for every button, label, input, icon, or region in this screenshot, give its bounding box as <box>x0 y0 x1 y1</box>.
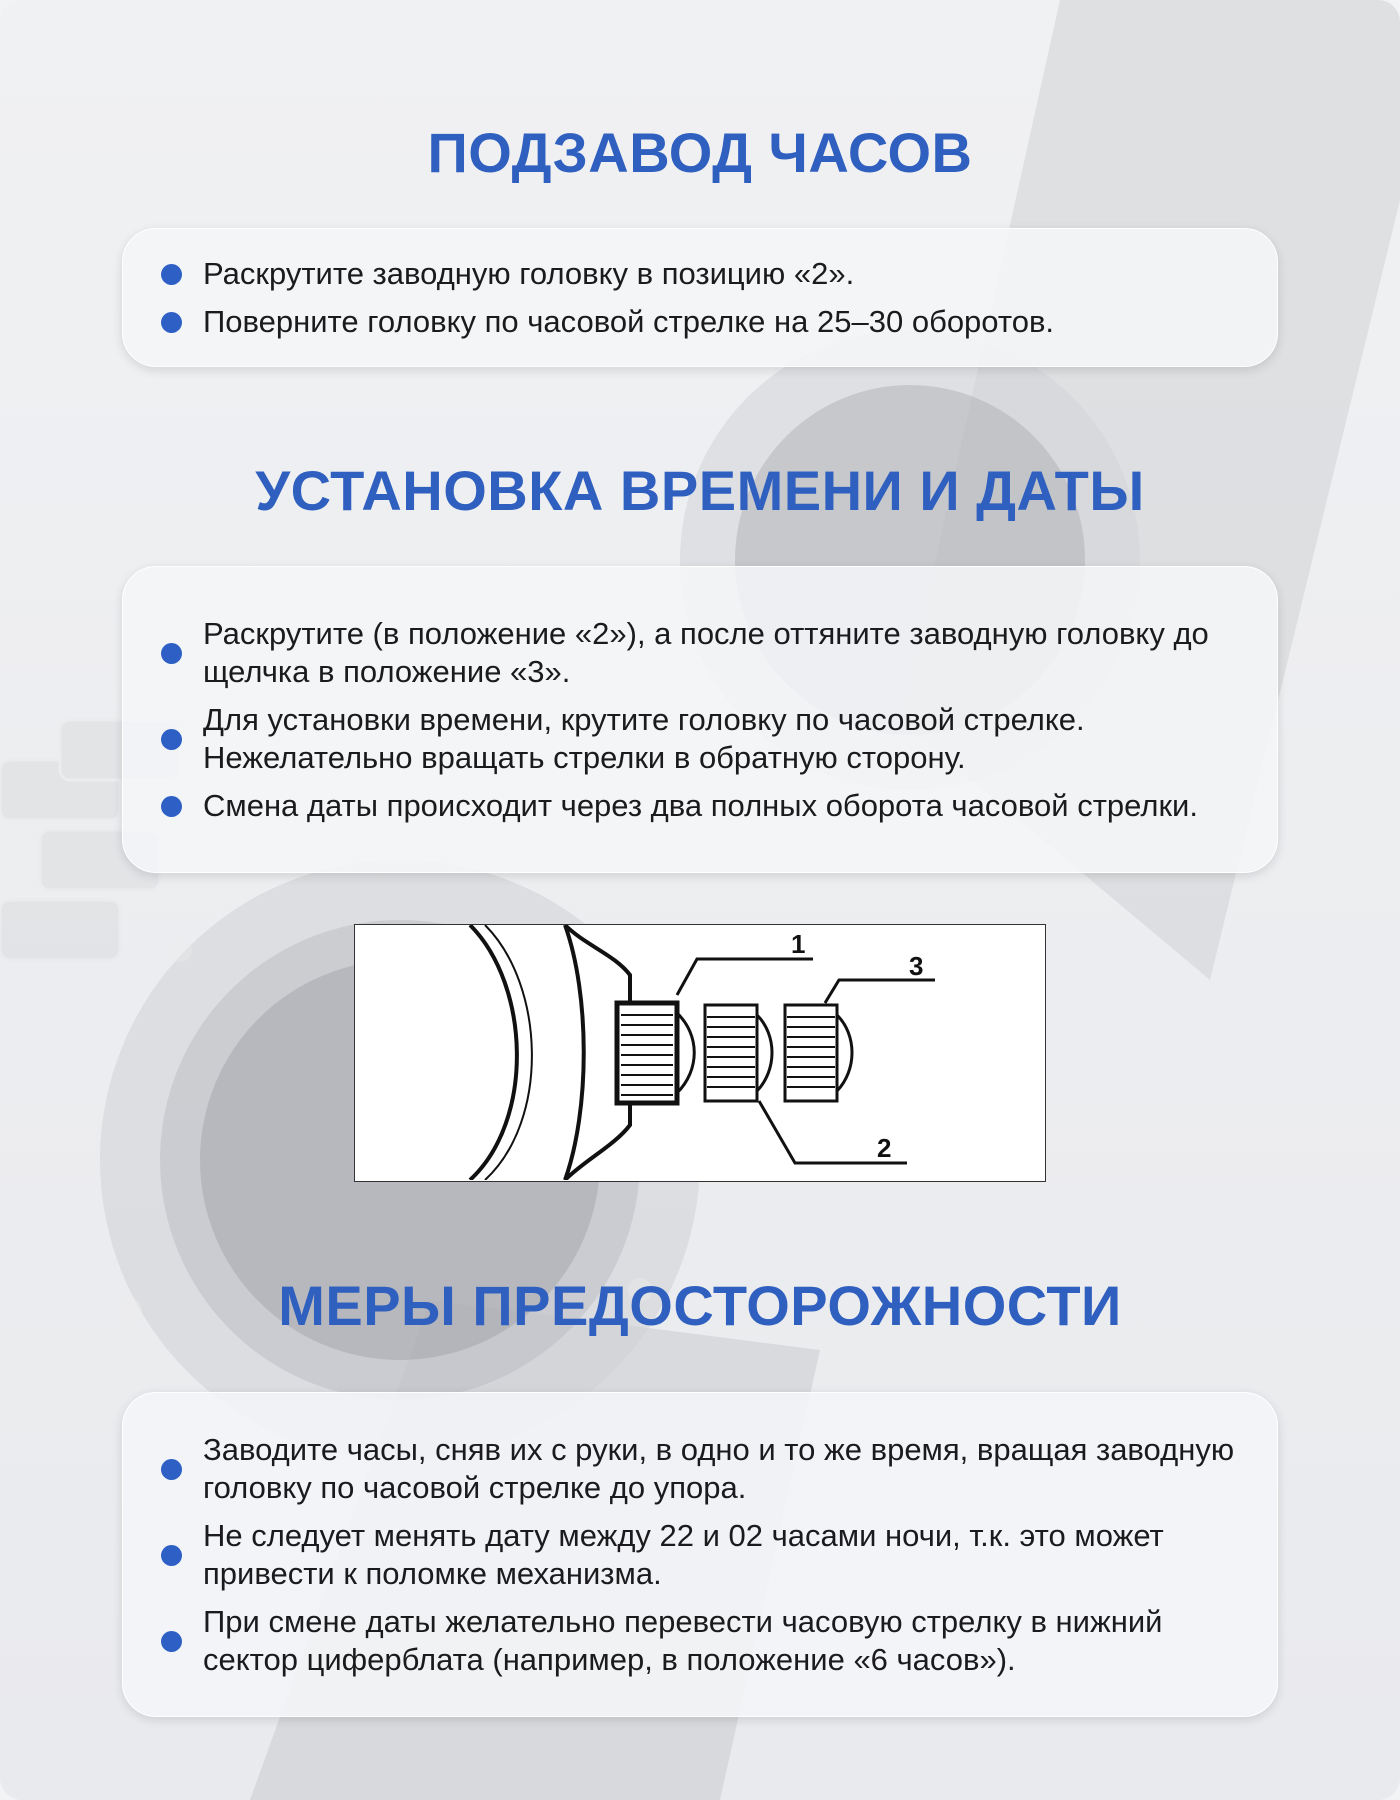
bullet-icon <box>161 643 182 664</box>
crown-position-2 <box>705 1005 772 1101</box>
winding-card <box>122 228 1278 367</box>
crown-position-1 <box>617 1003 694 1103</box>
list-item: Раскрутите (в положение «2»), а после оттяните заводную головку до щелчка в положение «3». <box>161 615 1237 691</box>
time-date-list <box>161 615 1237 825</box>
list-item: При смене даты желательно перевести часовую стрелку в нижний сектор циферблата (например, в положение «6 часов»). <box>161 1603 1237 1679</box>
list-item: Не следует менять дату между 22 и 02 часами ночи, т.к. это может привести к поломке механизма. <box>161 1517 1237 1593</box>
winding-list <box>161 255 1237 341</box>
list-item: Заводите часы, сняв их с руки, в одно и то же время, вращая заводную головку по часовой стрелке до упора. <box>161 1431 1237 1507</box>
precautions-list <box>161 1431 1237 1679</box>
list-item: Для установки времени, крутите головку по часовой стрелке. Нежелательно вращать стрелки в обратную сторону. <box>161 701 1237 777</box>
list-item: Смена даты происходит через два полных оборота часовой стрелки. <box>161 787 1237 825</box>
crown-position-3 <box>785 1005 852 1101</box>
diagram-label-1: 1 <box>791 929 806 959</box>
list-item: Поверните головку по часовой стрелке на 25–30 оборотов. <box>161 303 1237 341</box>
bullet-icon <box>161 729 182 750</box>
section-title-precautions: МЕРЫ ПРЕДОСТОРОЖНОСТИ <box>278 1274 1122 1337</box>
section-title-time-date: УСТАНОВКА ВРЕМЕНИ И ДАТЫ <box>255 459 1145 522</box>
bullet-icon <box>161 264 182 285</box>
bullet-icon <box>161 312 182 333</box>
bullet-icon <box>161 796 182 817</box>
bullet-icon <box>161 1631 182 1652</box>
bullet-icon <box>161 1545 182 1566</box>
list-item: Раскрутите заводную головку в позицию «2». <box>161 255 1237 293</box>
precautions-card <box>122 1392 1278 1717</box>
section-title-winding: ПОДЗАВОД ЧАСОВ <box>427 121 973 184</box>
crown-diagram-drawing <box>355 925 1044 1180</box>
crown-positions-diagram <box>354 924 1046 1182</box>
diagram-label-3: 3 <box>909 951 924 981</box>
bullet-icon <box>161 1459 182 1480</box>
time-date-card <box>122 566 1278 873</box>
diagram-label-2: 2 <box>877 1133 892 1163</box>
